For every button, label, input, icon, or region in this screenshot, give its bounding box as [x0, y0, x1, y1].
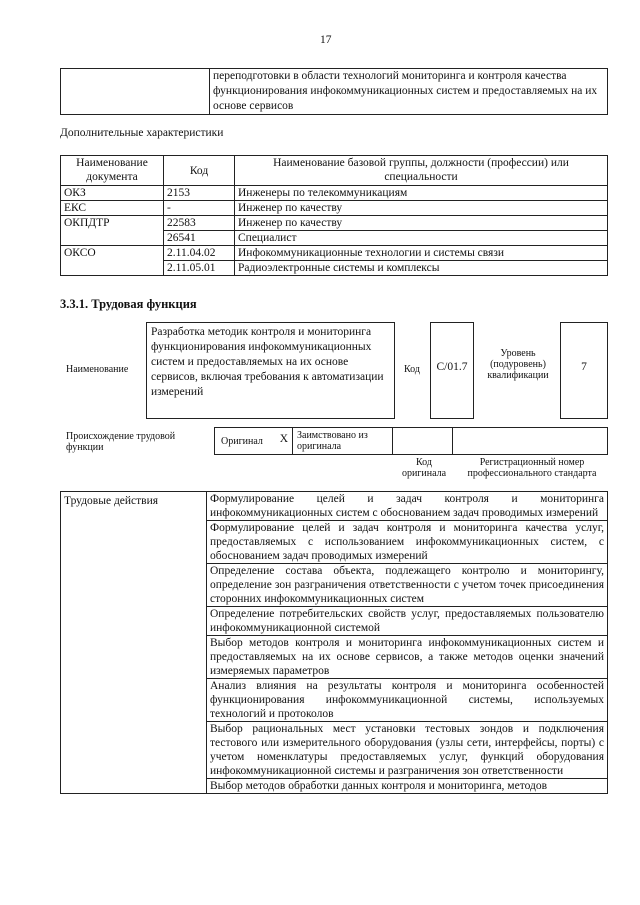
origin-reg-cell [453, 428, 607, 454]
page-number: 17 [320, 34, 332, 46]
origin-code-cell [393, 428, 453, 454]
extra-code: 26541 [164, 231, 235, 246]
extra-doc: ЕКС [61, 201, 164, 216]
action-item: Формулирование целей и задач контроля и мониторинга качества услуг, предоставляемых с использованием инфокоммуникационных систем, с обоснованием задач проводимых измерений [207, 521, 608, 564]
extra-title: Дополнительные характеристики [60, 127, 224, 139]
level-label: Уровень (подуровень) квалификации [487, 348, 549, 381]
origin-code-caption: Код оригинала [401, 457, 447, 479]
extra-header-name: Наименование базовой группы, должности (профессии) или специальности [235, 156, 608, 186]
action-item: Определение состава объекта, подлежащего контролю и мониторингу, определение зон разграничения ответственности с учетом точек присоединения сторонних инфокоммуникационных систем [207, 564, 608, 607]
origin-row [214, 427, 608, 455]
function-name-label: Наименование [66, 364, 129, 375]
extra-name: Инженеры по телекоммуникациям [235, 186, 608, 201]
action-item: Формулирование целей и задач контроля и мониторинга инфокоммуникационных систем с обоснованием задач проводимых измерений [207, 492, 608, 521]
extra-name: Инженер по качеству [235, 216, 608, 231]
extra-doc: ОКЗ [61, 186, 164, 201]
table-row [61, 492, 608, 521]
origin-reg-caption: Регистрационный номер профессионального стандарта [467, 457, 597, 479]
extra-name: Радиоэлектронные системы и комплексы [235, 261, 608, 276]
action-item: Определение потребительских свойств услуг, предоставляемых пользователю инфокоммуникационной системой [207, 607, 608, 636]
function-name-box: Разработка методик контроля и мониторинга функционирования инфокоммуникационных систем и предоставляемых на их основе сервисов, включая требования к автоматизации измерений [146, 322, 395, 419]
origin-borrowed: Заимствовано из оригинала [293, 428, 393, 454]
extra-name: Инфокоммуникационные технологии и системы связи [235, 246, 608, 261]
extra-doc: ОКСО [61, 246, 164, 276]
action-item: Анализ влияния на результаты контроля и мониторинга особенностей функционирования инфокоммуникационной системы, используемых технологий и протоколов [207, 679, 608, 722]
action-item: Выбор рациональных мест установки тестовых зондов и подключения тестового или измерительного оборудования (узлы сети, интерфейсы, порты) с учетом номенклатуры предоставляемых услуг, функций оборудования инфокоммуникационной системы и разграничения зон ответственности [207, 722, 608, 779]
actions-table [60, 491, 608, 794]
extra-header-doc: Наименование документа [61, 156, 164, 186]
actions-label: Трудовые действия [61, 492, 207, 794]
code-label: Код [404, 364, 420, 375]
extra-code: - [164, 201, 235, 216]
extra-code: 2153 [164, 186, 235, 201]
origin-label: Происхождение трудовой функции [66, 431, 176, 453]
action-item: Выбор методов обработки данных контроля и мониторинга, методов [207, 779, 608, 794]
action-item: Выбор методов контроля и мониторинга инфокоммуникационных систем и предоставляемых на их основе сервисов, а также методов оценки значений измеряемых параметров [207, 636, 608, 679]
table-row [61, 201, 608, 216]
extra-code: 22583 [164, 216, 235, 231]
table-row [61, 186, 608, 201]
extra-table [60, 155, 608, 276]
extra-doc: ОКПДТР [61, 216, 164, 246]
extra-name: Специалист [235, 231, 608, 246]
level-value-box: 7 [560, 322, 608, 419]
function-heading: 3.3.1. Трудовая функция [60, 297, 197, 311]
table-row [61, 246, 608, 261]
extra-header-code: Код [164, 156, 235, 186]
origin-mark: X [279, 433, 288, 445]
top-fragment-table [60, 68, 608, 115]
extra-code: 2.11.05.01 [164, 261, 235, 276]
origin-original: Оригинал [221, 436, 263, 447]
extra-code: 2.11.04.02 [164, 246, 235, 261]
origin-original-cell [215, 428, 293, 454]
top-fragment-text: переподготовки в области технологий мониторинга и контроля качества функционирования инфокоммуникационных систем и предоставляемых на их основе сервисов [210, 69, 608, 115]
extra-name: Инженер по качеству [235, 201, 608, 216]
table-row [61, 216, 608, 231]
code-value-box: C/01.7 [430, 322, 474, 419]
